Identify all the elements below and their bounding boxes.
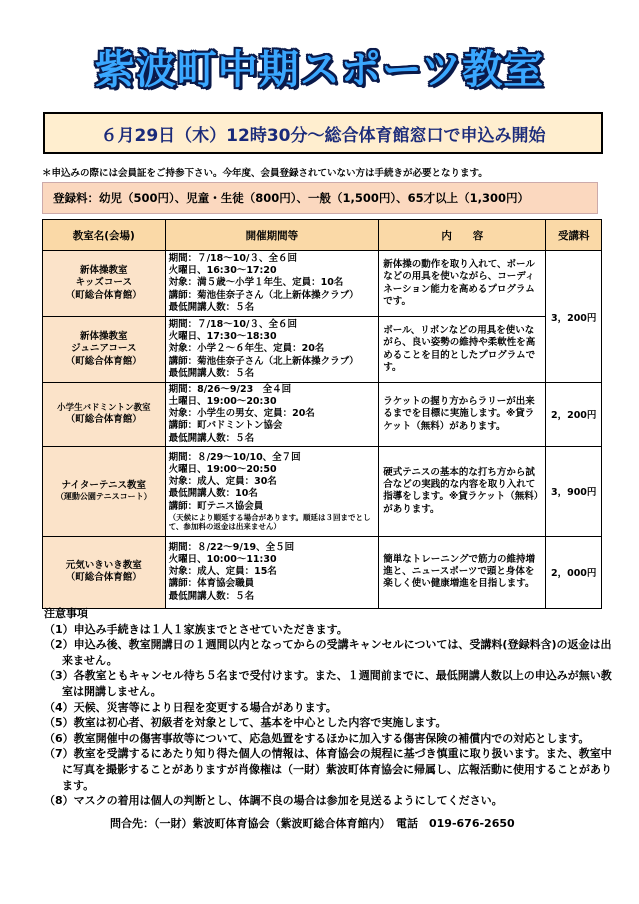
note-item: （8）マスクの着用は個人の判断とし、体調不良の場合は参加を見送るようにしてください。: [44, 794, 503, 808]
contact-info: 問合先：（一財）紫波町体育協会（紫波町総合体育館内） 電話 019-676-2650: [110, 817, 515, 830]
period-line: 火曜日、10:00～11:30: [168, 554, 277, 566]
note-item: （2）申込み後、教室開講日の１週間以内となってからの受講キャンセルについては、受講料(登録料含)の返金は出来ません。: [44, 638, 612, 667]
period-cell: [165, 446, 379, 536]
class-course: キッズコース: [75, 277, 132, 289]
class-venue: （町総合体育館）: [65, 413, 142, 425]
period-line: 最低開講人数：５名: [168, 301, 255, 313]
content-cell: 簡単なトレーニングで筋力の維持増進と、ニュースポーツで頭と身体を楽しく使い健康増進を目指します。: [379, 536, 546, 608]
class-name: 新体操教室: [80, 264, 128, 276]
class-name: 小学生バドミントン教室: [57, 402, 151, 413]
period-line: 対象：小学生の男女、定員：20名: [168, 408, 315, 420]
content-cell: 新体操の動作を取り入れて、ボールなどの用具を使いながら、コーディネーション能力を高めるプログラムです。: [379, 251, 546, 317]
period-line: 対象：小学２～６年生、定員：20名: [168, 343, 325, 355]
note-item: （6）教室開催中の傷害事故等について、応急処置をするほかに加入する傷害保険の補償内での対応とします。: [44, 731, 590, 745]
period-line: 火曜日、16:30～17:20: [168, 265, 277, 277]
period-line: 土曜日、19:00～20:30: [168, 396, 277, 408]
content-cell: ラケットの握り方からラリーが出来るまでを目標に実施します。※貸ラケット（無料）があります。: [379, 383, 546, 447]
class-name: ナイターテニス教室: [61, 479, 147, 491]
header-fee: 受講料: [546, 220, 602, 251]
page-title: 紫波町中期スポーツ教室: [94, 47, 545, 93]
registration-fees: [42, 182, 598, 214]
class-name: 元気いきいき教室: [65, 559, 142, 571]
note-item: （1）申込み手続きは１人１家族までとさせていただきます。: [44, 622, 348, 636]
fee-cell: 2，000円: [546, 536, 602, 608]
class-venue: （町総合体育館）: [65, 572, 142, 584]
fees-text: 登録料：幼児（500円）、児童・生徒（800円）、一般（1,500円）、65才以上（1,300円）: [53, 191, 530, 205]
class-venue: （町総合体育館）: [65, 355, 142, 367]
period-line: 期間：８/22～9/19、全５回: [168, 541, 295, 553]
period-line: 最低開講人数：５名: [168, 432, 255, 444]
class-venue: （運動公園テニスコート）: [55, 492, 152, 502]
fee-cell: 2，200円: [546, 383, 602, 447]
period-line: 対象：成人、定員：15名: [168, 566, 277, 578]
period-line: 講師：菊池佳奈子さん（北上新体操クラブ）: [168, 289, 359, 301]
period-cell: [165, 536, 379, 608]
class-name-cell: [43, 383, 166, 447]
period-line: 火曜日、19:00～20:50: [168, 464, 277, 476]
period-line: 最低開講人数：５名: [168, 367, 255, 379]
table-row: [43, 317, 602, 383]
table-row: [43, 383, 602, 447]
banner-text: ６月29日（木）12時30分～総合体育館窓口で申込み開始: [100, 125, 546, 146]
period-line: 最低開講人数：10名: [168, 488, 258, 500]
period-line: 最低開講人数：５名: [168, 590, 255, 602]
period-cell: [165, 251, 379, 317]
notes-heading: 注意事項: [44, 607, 88, 620]
content-cell: 硬式テニスの基本的な打ち方から試合などの実践的な内容を取り入れて指導をします。※貸ラケット（無料）があります。: [379, 446, 546, 536]
membership-note: ＊申込みの際には会員証をご持参下さい。今年度、会員登録されていない方は手続きが必要となります。: [42, 168, 488, 179]
class-name-cell: [43, 446, 166, 536]
period-line: 対象：成人、定員：30名: [168, 476, 277, 488]
class-name: 新体操教室: [80, 330, 128, 342]
period-note: （天候により順延する場合があります。順延は３回までとして、参加料の返金は出来ません）: [168, 512, 371, 531]
table-header-row: [43, 220, 602, 251]
period-line: 対象：満５歳～小学１年生、定員：10名: [168, 277, 344, 289]
note-item: （7）教室を受講するにあたり知り得た個人の情報は、体育協会の規程に基づき慎重に取り扱います。また、教室中に写真を撮影することがありますが肖像権は（一財）紫波町体育協会に帰属し、広報活動に使用することがあります。: [44, 747, 612, 792]
period-line: 講師：体育協会職員: [168, 578, 255, 590]
table-row: [43, 536, 602, 608]
period-line: 期間：8/26～9/23 全４回: [168, 384, 292, 395]
class-venue: （町総合体育館）: [65, 289, 142, 301]
header-class-name: 教室名(会場): [43, 220, 166, 251]
fee-cell: 3，900円: [546, 446, 602, 536]
period-line: 講師：町テニス協会員: [168, 500, 264, 512]
note-item: （5）教室は初心者、初級者を対象として、基本を中心とした内容で実施します。: [44, 716, 447, 730]
note-item: （3）各教室ともキャンセル待ち５名まで受付けます。また、１週間前までに、最低開講人数以上の申込みが無い教室は開講しません。: [44, 669, 612, 699]
class-name-cell: [43, 317, 166, 383]
period-line: 期間：７/18～10/３、全６回: [168, 319, 297, 331]
period-line: 火曜日、17:30～18:30: [168, 331, 277, 343]
registration-banner: [43, 112, 603, 154]
header-content: 内 容: [379, 220, 546, 251]
class-name-cell: [43, 251, 166, 317]
table-row: [43, 446, 602, 536]
fee-cell: 3，200円: [546, 251, 602, 383]
class-course: ジュニアコース: [71, 343, 137, 355]
class-name-cell: [43, 536, 166, 608]
table-row: [43, 251, 602, 317]
header-period: 開催期間等: [165, 220, 379, 251]
period-cell: [165, 317, 379, 383]
content-cell: ボール、リボンなどの用具を使いながら、良い姿勢の維持や柔軟性を高めることを目的としたプログラムです。: [379, 317, 546, 383]
period-line: 期間：８/29～10/10、全７回: [168, 451, 301, 463]
notes-section: [44, 606, 619, 809]
period-line: 期間：７/18～10/３、全６回: [168, 253, 297, 265]
period-line: 講師：町バドミントン協会: [168, 420, 283, 432]
period-cell: [165, 383, 379, 447]
note-item: （4）天候、災害等により日程を変更する場合があります。: [44, 700, 337, 714]
period-line: 講師：菊池佳奈子さん（北上新体操クラブ）: [168, 355, 359, 367]
class-table: [42, 219, 602, 609]
